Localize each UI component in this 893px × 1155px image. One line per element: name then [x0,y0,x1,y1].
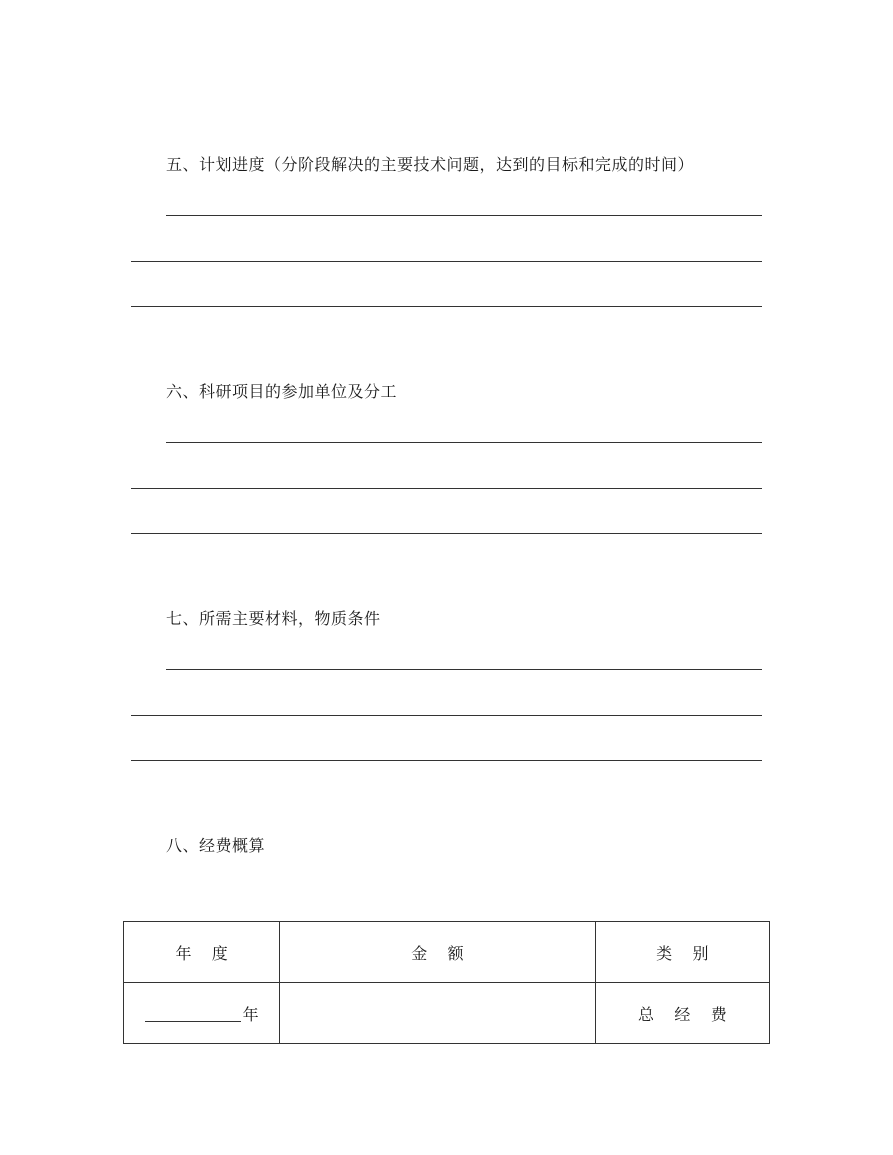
section-heading-participating-units: 六、科研项目的参加单位及分工 [166,382,398,401]
table-header-row [124,922,770,983]
answer-line[interactable] [131,760,762,761]
category-cell: 总 经 费 [595,983,769,1044]
section-heading-budget: 八、经费概算 [166,836,266,855]
section-heading-materials: 七、所需主要材料，物质条件 [166,609,381,628]
answer-line[interactable] [131,533,762,534]
header-year: 年 度 [124,922,280,983]
answer-line[interactable] [166,669,762,670]
year-suffix: 年 [242,1004,259,1024]
header-amount: 金 额 [280,922,595,983]
answer-line[interactable] [166,442,762,443]
table-row [124,983,770,1044]
section-heading-plan-schedule: 五、计划进度（分阶段解决的主要技术问题，达到的目标和完成的时间） [166,155,695,174]
amount-cell[interactable] [280,983,595,1044]
answer-line[interactable] [131,488,762,489]
header-category: 类 别 [595,922,769,983]
year-blank-field[interactable] [145,1007,241,1022]
answer-line[interactable] [131,306,762,307]
year-cell[interactable] [124,983,280,1044]
budget-table [123,921,770,1044]
answer-line[interactable] [166,215,762,216]
answer-line[interactable] [131,715,762,716]
answer-line[interactable] [131,261,762,262]
